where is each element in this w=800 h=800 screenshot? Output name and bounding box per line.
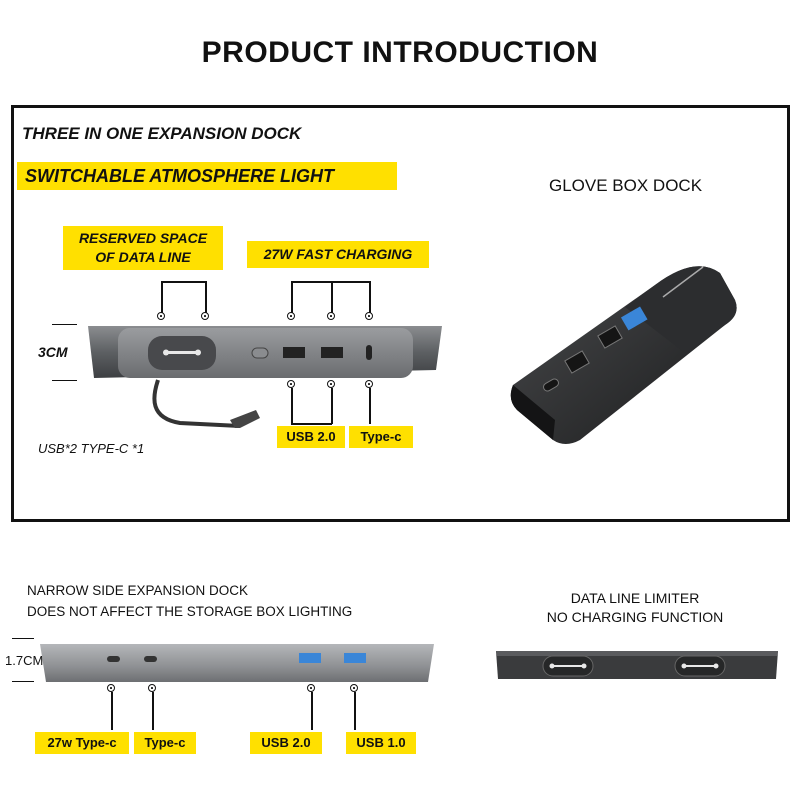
reserved-space-line2: OF DATA LINE — [95, 249, 191, 265]
no-charging-subtitle: NO CHARGING FUNCTION — [546, 609, 724, 625]
three-in-one-dock-image — [80, 318, 450, 428]
height-17cm-label: 1.7CM — [5, 653, 44, 668]
narrow-label-usb20: USB 2.0 — [250, 732, 322, 754]
three-in-one-heading: THREE IN ONE EXPANSION DOCK — [22, 124, 302, 143]
data-line-limiter-image — [494, 648, 780, 682]
narrow-dock-heading: NARROW SIDE EXPANSION DOCK — [27, 583, 249, 598]
usb-line-b — [331, 388, 333, 424]
height-tick-top — [52, 324, 77, 325]
typec-line — [369, 388, 371, 424]
ports-note: USB*2 TYPE-C *1 — [38, 441, 145, 456]
fast-charging-label: 27W FAST CHARGING — [247, 241, 429, 268]
usb-line-a — [291, 388, 293, 424]
usb20-label: USB 2.0 — [277, 426, 345, 448]
narrow-dock-image — [38, 642, 438, 686]
narrow-line-2 — [152, 692, 154, 730]
charging-bracket-a — [291, 281, 293, 313]
glove-box-label: GLOVE BOX DOCK — [549, 176, 703, 195]
narrow-dot-2 — [148, 684, 156, 692]
atmosphere-light-banner: SWITCHABLE ATMOSPHERE LIGHT — [17, 162, 397, 190]
narrow-dot-3 — [307, 684, 315, 692]
reserved-bracket-right — [205, 281, 207, 313]
height-tick-bottom-2 — [12, 681, 34, 682]
page-title: PRODUCT INTRODUCTION — [201, 36, 599, 69]
reserved-bracket — [161, 281, 206, 283]
narrow-line-4 — [354, 692, 356, 730]
narrow-dot-4 — [350, 684, 358, 692]
height-tick-top-2 — [12, 638, 34, 639]
usb-dot-a — [287, 380, 295, 388]
reserved-bracket-left — [161, 281, 163, 313]
height-3cm-label: 3CM — [38, 344, 68, 360]
charging-bracket-b — [331, 281, 333, 313]
usb-bracket — [291, 423, 332, 425]
charging-bracket-c — [369, 281, 371, 313]
height-tick-bottom — [52, 380, 77, 381]
narrow-dock-subheading: DOES NOT AFFECT THE STORAGE BOX LIGHTING — [27, 604, 353, 619]
narrow-label-usb10: USB 1.0 — [346, 732, 416, 754]
narrow-line-3 — [311, 692, 313, 730]
reserved-space-label — [63, 226, 223, 270]
glove-box-dock-image — [505, 245, 745, 450]
reserved-space-line1: RESERVED SPACE — [78, 230, 208, 246]
typec-dot — [365, 380, 373, 388]
narrow-line-1 — [111, 692, 113, 730]
usb-dot-b — [327, 380, 335, 388]
narrow-label-27w-typec: 27w Type-c — [35, 732, 129, 754]
typec-label: Type-c — [349, 426, 413, 448]
narrow-label-typec: Type-c — [134, 732, 196, 754]
narrow-dot-1 — [107, 684, 115, 692]
data-line-limiter-title: DATA LINE LIMITER — [570, 590, 700, 606]
